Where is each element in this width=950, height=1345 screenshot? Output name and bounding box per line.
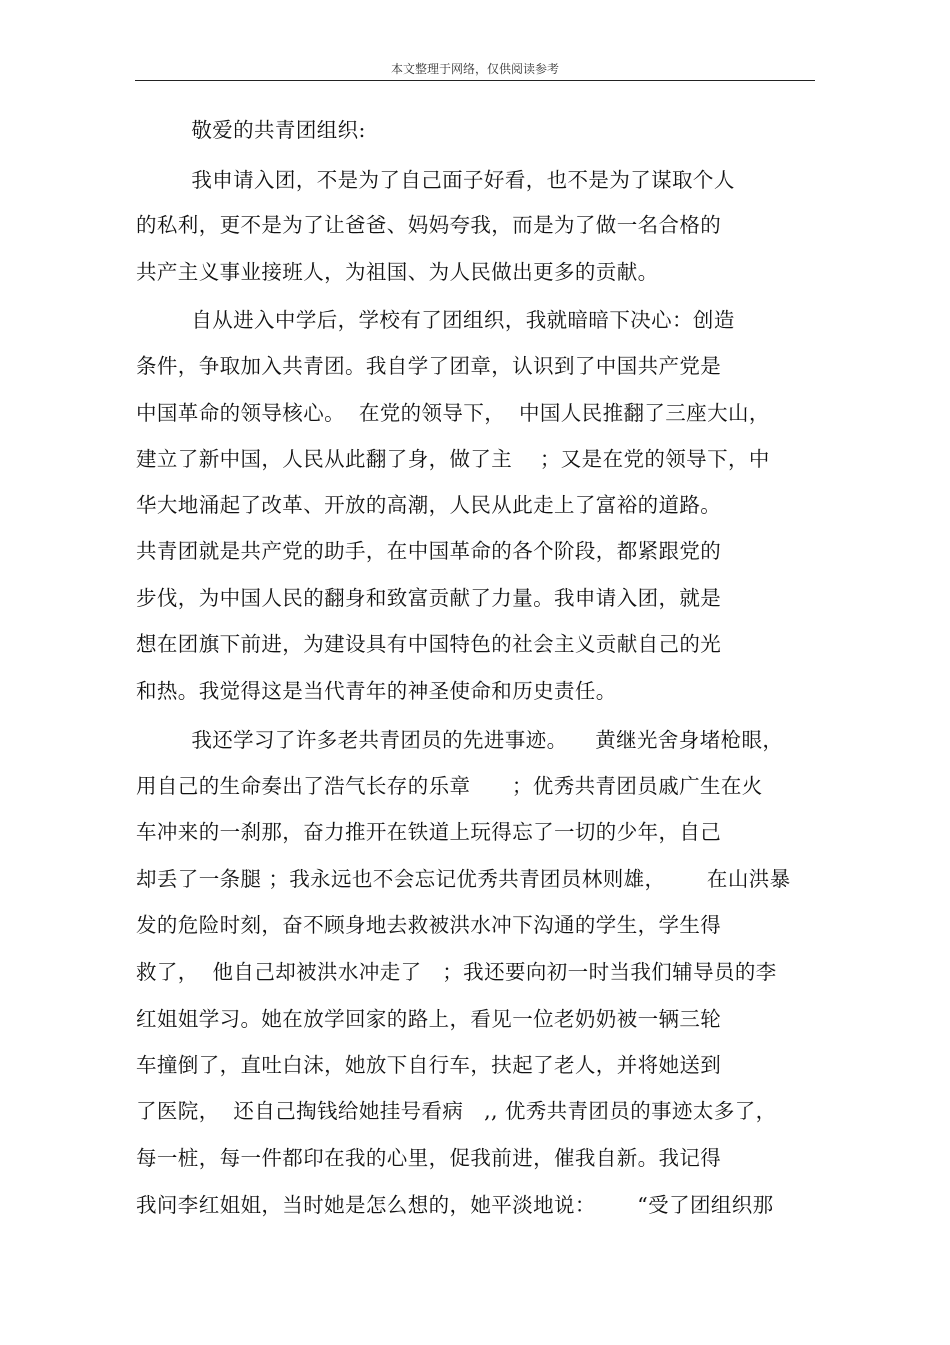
body-line: 我问李红姐姐，当时她是怎么想的，她平淡地说： “受了团组织那 bbox=[136, 1193, 774, 1217]
body-line: 共青团就是共产党的助手，在中国革命的各个阶段，都紧跟党的 bbox=[136, 539, 722, 563]
body-line: 救了， 他自己却被洪水冲走了 ；我还要向初一时当我们辅导员的李 bbox=[136, 960, 777, 984]
body-line: 的私利，更不是为了让爸爸、妈妈夸我，而是为了做一名合格的 bbox=[136, 213, 722, 237]
body-line: 共产主义事业接班人，为祖国、为人民做出更多的贡献。 bbox=[136, 260, 659, 284]
body-line: 我申请入团，不是为了自己面子好看，也不是为了谋取个人 bbox=[136, 168, 735, 192]
body-line: 车冲来的一刹那，奋力推开在铁道上玩得忘了一切的少年，自己 bbox=[136, 820, 722, 844]
body-line: 建立了新中国，人民从此翻了身，做了主 ；又是在党的领导下，中 bbox=[136, 447, 770, 471]
body-line: 用自己的生命奏出了浩气长存的乐章 ；优秀共青团员戚广生在火 bbox=[136, 774, 763, 798]
body-line: 步伐，为中国人民的翻身和致富贡献了力量。我申请入团，就是 bbox=[136, 586, 722, 610]
body-line: 车撞倒了，直吐白沫，她放下自行车，扶起了老人，并将她送到 bbox=[136, 1053, 722, 1077]
body-line: 却丢了一条腿 ；我永远也不会忘记优秀共青团员林则雄， 在山洪暴 bbox=[136, 867, 791, 891]
body-line: 条件，争取加入共青团。我自学了团章，认识到了中国共产党是 bbox=[136, 354, 722, 378]
body-line: 红姐姐学习。她在放学回家的路上，看见一位老奶奶被一辆三轮 bbox=[136, 1007, 722, 1031]
body-line: 每一桩，每一件都印在我的心里，促我前进，催我自新。我记得 bbox=[136, 1146, 722, 1170]
body-line: 自从进入中学后，学校有了团组织，我就暗暗下决心：创造 bbox=[136, 308, 735, 332]
body-line: 我还学习了许多老共青团员的先进事迹。 黄继光舍身堵枪眼， bbox=[136, 728, 784, 752]
header-text: 本文整理于网络，仅供阅读参考 bbox=[390, 62, 559, 76]
page-header bbox=[135, 58, 815, 81]
body-line: 敬爱的共青团组织: bbox=[136, 118, 366, 142]
body-line: 华大地涌起了改革、开放的高潮，人民从此走上了富裕的道路。 bbox=[136, 493, 722, 517]
body-line: 和热。我觉得这是当代青年的神圣使命和历史责任。 bbox=[136, 679, 617, 703]
body-line: 了医院， 还自己掏钱给她挂号看病 ,, 优秀共青团员的事迹太多了， bbox=[136, 1099, 777, 1123]
body-line: 中国革命的领导核心。 在党的领导下， 中国人民推翻了三座大山， bbox=[136, 401, 770, 425]
body-line: 想在团旗下前进，为建设具有中国特色的社会主义贡献自己的光 bbox=[136, 632, 722, 656]
body-line: 发的危险时刻，奋不顾身地去救被洪水冲下沟通的学生，学生得 bbox=[136, 913, 722, 937]
